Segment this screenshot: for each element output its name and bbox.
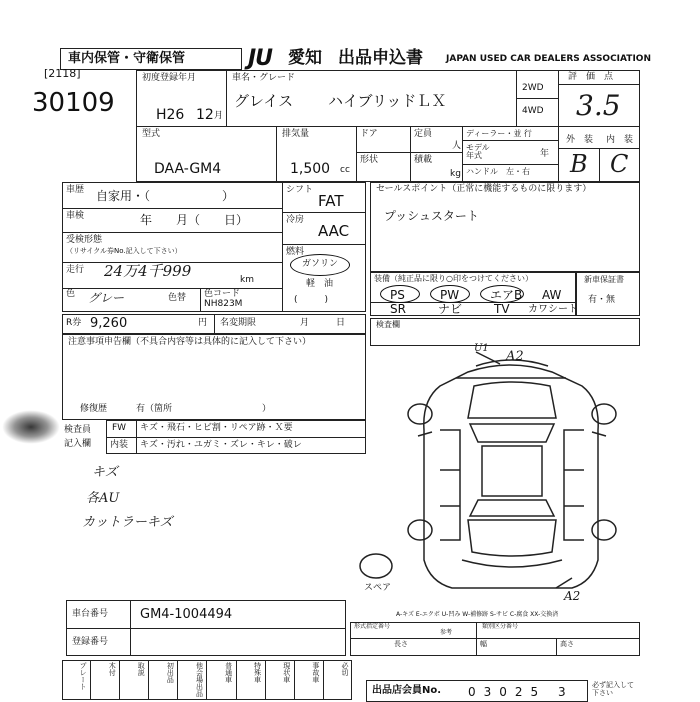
mileage-unit: km	[240, 275, 254, 285]
repair-close: ）	[262, 404, 272, 414]
mileage-label: 走行	[66, 265, 85, 275]
bottom-col-accident[interactable]: 事故車	[295, 660, 324, 700]
rear-bumper	[462, 560, 562, 567]
ju-logo	[248, 48, 272, 70]
bottom-col-special[interactable]: 特殊車	[237, 660, 266, 700]
reg-no-label: 登録番号	[72, 637, 109, 647]
displacement-value: 1,500	[290, 161, 331, 177]
bottom-col-first[interactable]: 初出品	[149, 660, 178, 700]
bottom-col-wood[interactable]: 木付	[91, 660, 120, 700]
interior-label: 内 装	[606, 135, 634, 145]
eval-label: 評 価 点	[568, 72, 614, 82]
type-category-label: 類別区分番号	[482, 623, 519, 630]
equip-sr: SR	[390, 302, 406, 316]
damage-legend: A-キズ E-エクボ U-凹み W-補修跡 S-サビ C-腐食 XX-交換済	[396, 611, 559, 618]
name-grade-label: 車名・グレード	[232, 73, 296, 83]
storage-label: 車内保管・守衛保管	[68, 51, 186, 66]
equip-seat: カワシート	[528, 304, 578, 315]
member-value: 03025 3	[468, 685, 574, 699]
fw-label: FW	[112, 423, 127, 433]
mileage-value: 24万4千999	[104, 262, 192, 280]
fuel-other: ( )	[294, 295, 329, 305]
equipment-label: 装備（純正品に限り○印をつけてください）	[374, 274, 533, 283]
usage-label: 車歴	[66, 185, 85, 195]
sales-point-label: セールスポイント（正常に機能するものに限ります）	[376, 184, 592, 194]
doors-label: ドア	[360, 129, 378, 139]
model-year-label: モデル年式	[466, 143, 490, 160]
loading-label: 積載	[414, 155, 433, 165]
color-code-value: NH823M	[204, 299, 243, 309]
first-reg-value: H26	[156, 107, 185, 123]
windshield	[470, 424, 554, 442]
handle-label: ハンドル 左・右	[466, 167, 530, 176]
sales-point-box	[370, 182, 640, 272]
usage-value: 自家用・（ ）	[96, 189, 235, 203]
exterior-label: 外 装	[566, 135, 594, 145]
model-label: 型式	[142, 129, 161, 139]
capacity-label: 定員	[414, 129, 433, 139]
warranty-value: 有・無	[588, 295, 616, 305]
inspector-label2: 記入欄	[64, 439, 92, 449]
shift-label: シフト	[286, 185, 314, 195]
hood	[468, 382, 556, 418]
handwritten-note-1: キズ	[92, 465, 118, 480]
recycle-value: 9,260	[90, 316, 128, 331]
first-reg-month-unit: 月	[214, 111, 224, 121]
drive-2wd: 2WD	[522, 83, 544, 93]
shape-label: 形状	[360, 155, 379, 165]
interior-items: キズ・汚れ・ユガミ・ズレ・キレ・破レ	[140, 440, 302, 450]
receipt-label: 受検形態	[66, 235, 103, 245]
color-label: 色	[66, 289, 76, 299]
model-value: DAA-GM4	[154, 161, 222, 177]
chassis-value: GM4-1004494	[140, 607, 233, 622]
fuel-diesel: 軽 油	[306, 279, 334, 289]
ac-label: 冷房	[286, 215, 305, 225]
spare-label: スペア	[364, 583, 392, 593]
fw-items: キズ・飛石・ヒビ割・リペア跡・Ｘ要	[140, 423, 293, 433]
sales-point-value: プッシュスタート	[384, 209, 479, 223]
bottom-col-manual[interactable]: 取説	[120, 660, 149, 700]
bottom-col-cutoff[interactable]: 必切	[340, 662, 349, 676]
first-reg-label: 初度登録年月	[142, 73, 197, 83]
logo-place: 愛知	[288, 48, 322, 68]
capacity-unit: 人	[452, 141, 462, 151]
equip-ps: PS	[390, 288, 405, 302]
bottom-col-other-venue[interactable]: 他会場出品	[178, 660, 207, 700]
equip-aw: AW	[542, 288, 562, 302]
rear-glass	[470, 500, 554, 516]
equip-airbag: エアB	[490, 288, 523, 302]
inspection-result-box	[370, 318, 640, 346]
spare-tire	[360, 554, 392, 578]
roof	[482, 446, 542, 496]
handwritten-note-3: カットラーキズ	[82, 515, 173, 530]
car-body-outline	[424, 365, 598, 588]
color-no-label: 色替	[168, 293, 187, 303]
wheel-front-right	[592, 404, 616, 424]
dealer-label: ディーラー・並 行	[466, 129, 532, 138]
association-name: JAPAN USED CAR DEALERS ASSOCIATION	[446, 54, 651, 64]
damage-mark-a2-bottom: A2	[564, 589, 581, 603]
trunk	[468, 520, 556, 556]
form-title: 出品申込書	[338, 48, 423, 68]
loading-unit: kg	[450, 169, 461, 179]
bottom-col-as-is[interactable]: 現状車	[266, 660, 295, 700]
inspection-value: 年 月（ 日）	[140, 213, 249, 227]
inspector-label: 検査員	[64, 425, 92, 435]
equip-pw-circle	[430, 285, 470, 303]
displacement-label: 排気量	[282, 129, 310, 139]
receipt-note: （リサイクル券No.記入して下さい）	[66, 247, 182, 255]
car-grade: ハイブリッドＬＸ	[328, 92, 447, 110]
recycle-label: R券	[66, 318, 82, 328]
left-side	[440, 430, 460, 540]
car-name: グレイス	[234, 92, 294, 110]
member-label: 出品店会員No.	[372, 685, 442, 696]
ink-smudge	[2, 410, 60, 444]
shift-value: FAT	[318, 192, 344, 210]
logo-mark: JU	[248, 46, 273, 71]
color-code-label: 色コード	[204, 289, 241, 299]
height-label: 高さ	[560, 640, 574, 648]
first-reg-month: 12	[196, 107, 214, 123]
interior-grade: C	[610, 150, 629, 178]
bottom-col-plate[interactable]: プレート	[62, 660, 91, 700]
stamp-text: 必ず記入して下さい	[592, 681, 634, 697]
wheel-rear-right	[592, 520, 616, 540]
eval-score: 3.5	[576, 89, 621, 122]
form-type-label: 形式指定番号	[354, 623, 391, 630]
handwritten-note-2: 各AU	[86, 491, 120, 506]
equip-pw: PW	[440, 288, 460, 302]
fuel-label: 燃料	[286, 247, 305, 257]
damage-mark-a2-top: A2	[506, 349, 524, 364]
equip-airbag-circle	[480, 285, 524, 303]
equip-tv: TV	[494, 302, 510, 316]
inspection-label: 車検	[66, 211, 85, 221]
damage-mark-u1: U1	[474, 343, 489, 354]
wheel-front-left	[408, 404, 432, 424]
ref-label: 参考	[440, 629, 453, 636]
displacement-unit: cc	[340, 165, 350, 175]
right-side	[564, 430, 584, 540]
repair-value: 有（箇所	[136, 404, 173, 414]
width-label: 幅	[480, 640, 487, 648]
equip-navi: ナビ	[438, 302, 463, 316]
notes-label: 注意事項申告欄（不具合内容等は具体的に記入して下さい）	[68, 337, 312, 347]
color-value: グレー	[88, 291, 125, 305]
chassis-label: 車台番号	[72, 609, 109, 619]
lot-number: 30109	[32, 88, 115, 118]
recycle-unit: 円	[198, 318, 208, 328]
interior-row-label: 内装	[110, 440, 129, 450]
exterior-grade: B	[570, 150, 588, 178]
drive-4wd: 4WD	[522, 106, 544, 116]
bottom-col-regular[interactable]: 普通車	[207, 660, 236, 700]
name-change-label: 名変期限	[220, 318, 257, 328]
lot-bracket: [2118]	[44, 67, 81, 80]
warranty-label: 新車保証書	[584, 275, 624, 284]
inspection-result-label: 検査欄	[376, 320, 400, 329]
repair-label: 修復歴	[80, 404, 108, 414]
ac-value: AAC	[318, 222, 350, 240]
name-change-value: 月 日	[300, 318, 346, 328]
wheel-rear-left	[408, 520, 432, 540]
equip-ps-circle	[380, 285, 420, 303]
model-year-unit: 年	[540, 149, 550, 159]
fuel-gasoline: ガソリン	[302, 259, 339, 269]
length-label: 長さ	[394, 640, 408, 648]
bottom-col-list	[62, 660, 352, 700]
